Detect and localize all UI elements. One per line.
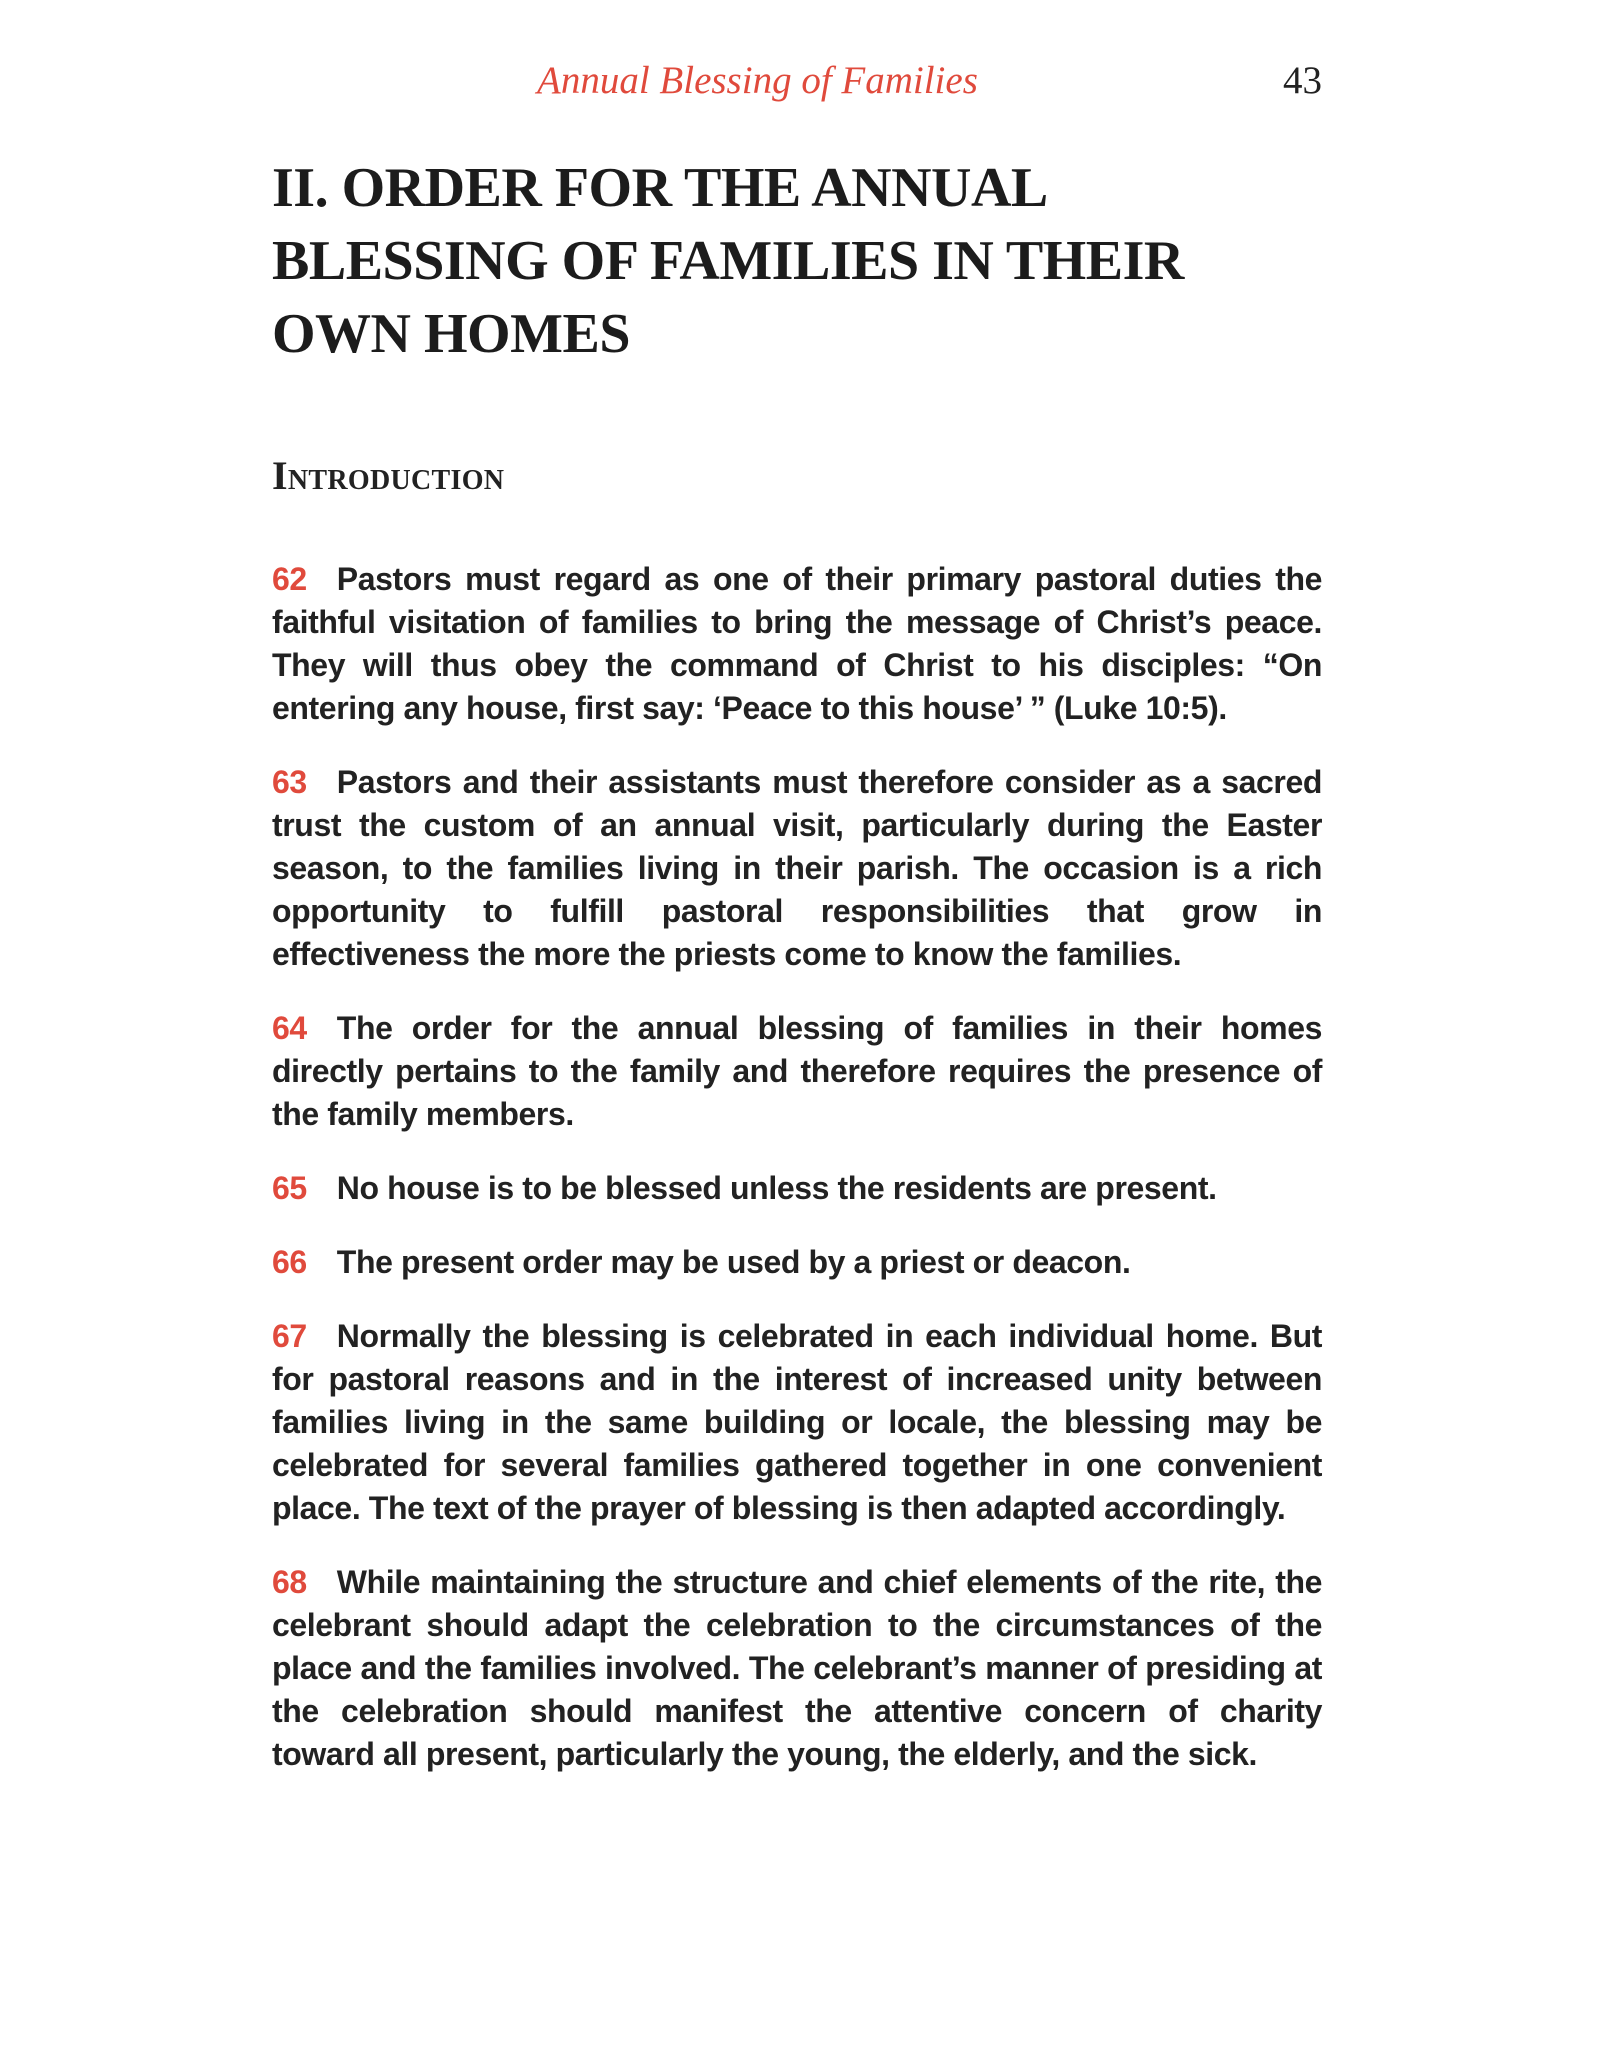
paragraph-text: While maintaining the structure and chief elements of the rite, the celebrant should adapt the celebration to the circumstances of the place and the families involved. The celebrant’s manner of presiding at the celebration should manifest the attentive concern of charity toward all present, particularly the young, the elderly, and the sick. [272, 1564, 1322, 1772]
paragraph-number: 66 [272, 1244, 307, 1280]
running-title: Annual Blessing of Families [537, 59, 978, 102]
chapter-title-line: OWN HOMES [272, 303, 630, 365]
paragraph-number: 64 [272, 1010, 307, 1046]
page-number: 43 [1283, 59, 1322, 102]
section-heading: Introduction [272, 453, 505, 498]
paragraph-number: 65 [272, 1170, 307, 1206]
paragraph-number: 62 [272, 561, 307, 597]
paragraph-list [272, 558, 1322, 1807]
paragraph-number: 67 [272, 1318, 307, 1354]
paragraph-text: Normally the blessing is celebrated in each individual home. But for pastoral reasons and in the interest of increased unity between families living in the same building or locale, the blessing may be celebrated for several families gathered together in one convenient place. The text of the prayer of blessing is then adapted accordingly. [272, 1318, 1322, 1526]
paragraph-text: Pastors must regard as one of their primary pastoral duties the faithful visitation of families to bring the message of Christ’s peace. They will thus obey the command of Christ to his disciples: “On entering any house, first say: ‘Peace to this house’ ” (Luke 10:5). [272, 561, 1322, 726]
paragraph-number: 63 [272, 764, 307, 800]
chapter-title-line: BLESSING OF FAMILIES IN THEIR [272, 230, 1184, 292]
numbered-paragraph [272, 761, 1322, 976]
paragraph-text: Pastors and their assistants must therefore consider as a sacred trust the custom of an annual visit, particularly during the Easter season, to the families living in their parish. The occasion is a rich opportunity to fulfill pastoral responsibilities that grow in effectiveness the more the priests come to know the families. [272, 764, 1322, 972]
numbered-paragraph [272, 1007, 1322, 1136]
paragraph-text: No house is to be blessed unless the residents are present. [336, 1170, 1217, 1206]
paragraph-number: 68 [272, 1564, 307, 1600]
paragraph-text: The order for the annual blessing of families in their homes directly pertains to the family and therefore requires the presence of the family members. [272, 1010, 1322, 1132]
numbered-paragraph [272, 1167, 1322, 1210]
numbered-paragraph [272, 558, 1322, 730]
numbered-paragraph [272, 1241, 1322, 1284]
paragraph-text: The present order may be used by a priest or deacon. [336, 1244, 1131, 1280]
numbered-paragraph [272, 1315, 1322, 1530]
chapter-title [272, 152, 1322, 371]
chapter-title-line: II. ORDER FOR THE ANNUAL [272, 157, 1048, 219]
running-head [272, 58, 1322, 108]
numbered-paragraph [272, 1561, 1322, 1776]
